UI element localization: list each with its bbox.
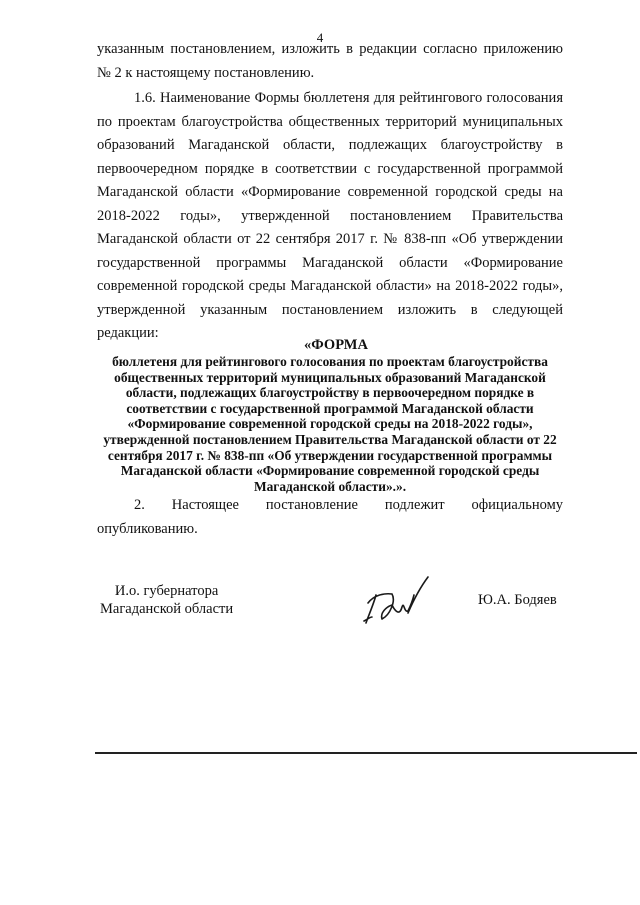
paragraph-3: 2. Настоящее постановление подлежит официальному опубликованию. — [97, 497, 563, 537]
bottom-divider — [95, 752, 637, 754]
signatory-name: Ю.А. Бодяев — [478, 592, 557, 608]
paragraph-2: 1.6. Наименование Формы бюллетеня для рейтингового голосования по проектам благоустройства общественных территорий муниципальных образований Магаданской области, подлежащих благоустройству в первоочередном порядке в соответствии с государственной программой Магаданской области «Формирование современной городской среды на 2018-2022 годы», утвержденной постановлением Правительства Магаданской области от 22 сентября 2017 г. № 838-пп «Об утверждении государственной программы Магаданской области «Формирование современной городской среды Магаданской области» на 2018-2022 годы», утвержденной указанным постановлением изложить в следующей редакции: — [97, 90, 563, 341]
signatory-position-line-2: Магаданской области — [100, 601, 234, 617]
form-title: «ФОРМА — [304, 337, 368, 353]
handwritten-signature-icon — [362, 573, 432, 631]
page-number: 4 — [316, 30, 324, 45]
paragraph-1: указанным постановлением, изложить в редакции согласно приложению № 2 к настоящему постановлению. — [97, 41, 563, 81]
form-heading-block — [97, 337, 563, 494]
signatory-position-line-1: И.о. губернатора — [114, 583, 219, 599]
form-description: бюллетеня для рейтингового голосования по проектам благоустройства общественных территорий муниципальных образований Магаданской области, подлежащих благоустройству в первоочередном порядке в соответствии с государственной программой Магаданской области «Формирование современной городской среды на 2018-2022 годы», утвержденной постановлением Правительства Магаданской области от 22 сентября 2017 г. № 838-пп «Об утверждении государственной программы Магаданской области «Формирование современной городской среды Магаданской области».». — [103, 354, 557, 494]
signatory-position — [100, 582, 233, 618]
